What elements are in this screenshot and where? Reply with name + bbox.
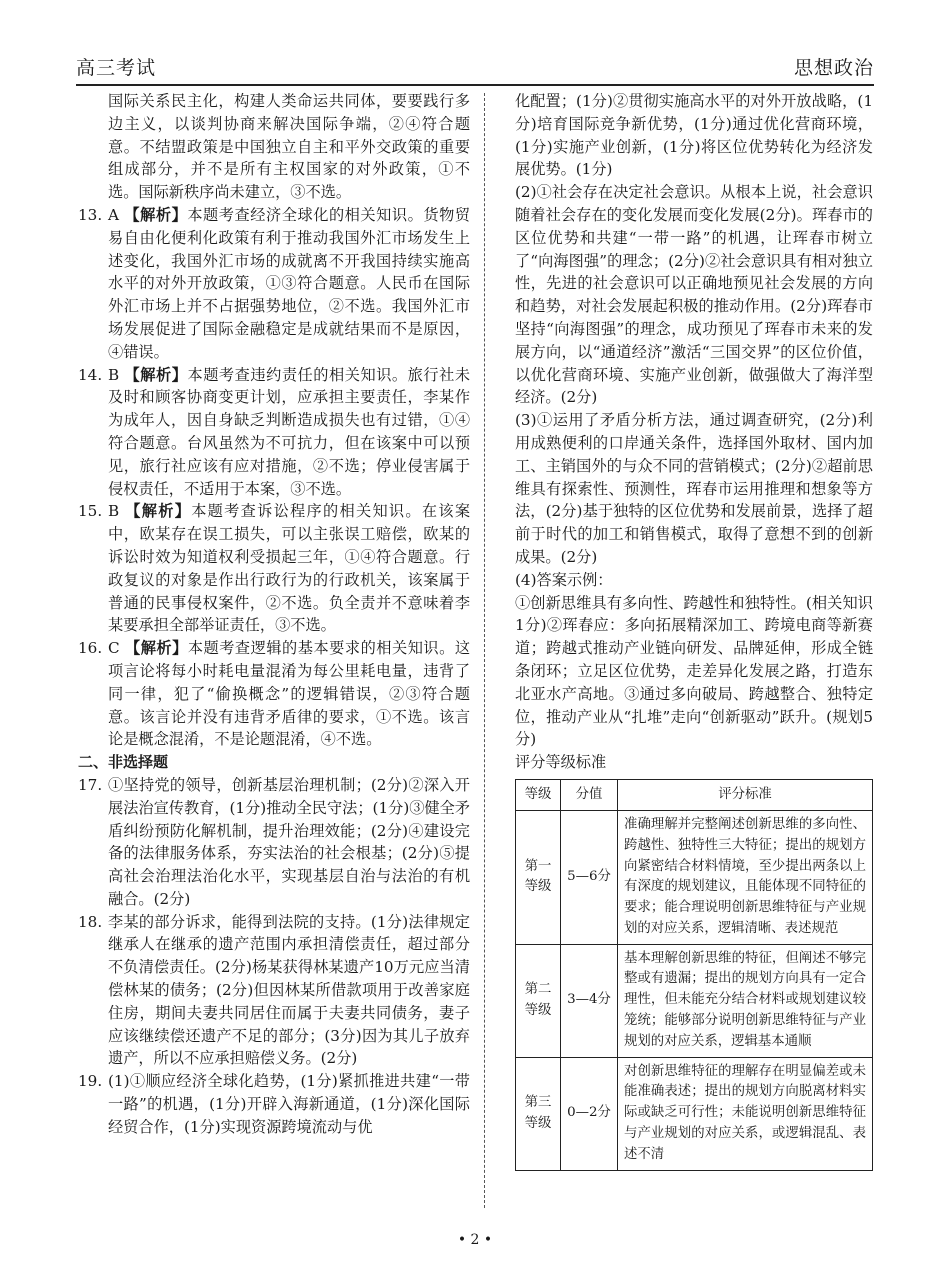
analysis-tag: 【解析】 [124,639,188,658]
header-criteria: 评分标准 [618,779,873,810]
answer-item-13 [78,204,470,364]
q19-continuation: 化配置；(1分)②贯彻实施高水平的对外开放战略，(1分)培育国际竞争新优势，(1分)通过优化营商环境，(1分)实施产业创新，(1分)将区位优势转化为经济发展优势。(1分) [515,92,873,179]
analysis-text: 本题考查逻辑的基本要求的相关知识。这项言论将每小时耗电量混淆为每公里耗电量，违背了同一律，犯了“偷换概念”的逻辑错误，②③符合题意。该言论并没有违背矛盾律的要求，①不选。该言论是概念混淆，不是论题混淆，④不选。 [108,639,471,749]
exam-title: 高三考试 [76,57,157,79]
answer-item-14 [78,364,470,501]
header-level: 等级 [516,779,561,810]
analysis-tag: 【解析】 [124,205,188,224]
table-row [516,810,873,944]
criteria-cell: 对创新思维特征的理解存在明显偏差或未能准确表述；提出的规划方向脱离材料实际或缺乏可行性；未能说明创新思维特征与产业规划的对应关系，或逻辑混乱、表述不清 [618,1057,873,1170]
score-cell: 3—4分 [561,944,618,1057]
table-row [516,1057,873,1170]
question-number: 17. [78,775,103,794]
left-column [78,90,470,1139]
question-number: 16. [78,639,103,658]
answer-item-17 [78,774,470,911]
subject-title: 思想政治 [793,57,874,79]
answer-text: 李某的部分诉求，能得到法院的支持。(1分)法律规定继承人在继承的遗产范围内承担清偿责任，超过部分不负清偿责任。(2分)杨某获得林某遗产10万元应当清偿林某的债务；(2分)但因林某所借款项用于改善家庭住房，期间夫妻共同居住而属于夫妻共同债务，妻子应该继续偿还遗产不足的部分；(3分)因为其儿子放弃遗产，所以不应承担赔偿义务。(2分) [108,912,470,1068]
question-number: 14. [78,365,103,384]
question-number: 13. [78,205,103,224]
answer-letter: C [108,639,120,658]
level-cell: 第一等级 [516,810,561,944]
question-number: 19. [78,1072,103,1091]
answer-item-16 [78,637,470,751]
answer-letter: B [108,365,120,384]
analysis-tag: 【解析】 [125,502,192,521]
answer-item-15 [78,500,470,637]
analysis-text: 本题考查经济全球化的相关知识。货物贸易自由化便利化政策有利于推动我国外汇市场发生上述变化，我国外汇市场的成就离不开我国持续实施高水平的对外开放政策，①③符合题意。人民币在国际外汇市场上并不占据强势地位，②不选。我国外汇市场发展促进了国际金融稳定是成就结果而不是原因，④错误。 [108,205,471,361]
analysis-tag: 【解析】 [124,365,188,384]
page-number: • 2 • [457,1232,493,1248]
level-cell: 第三等级 [516,1057,561,1170]
column-divider [484,93,485,1208]
analysis-text: 本题考查诉讼程序的相关知识。在该案中，欧某存在误工损失，可以主张误工赔偿，欧某的诉讼时效为知道权利受损起三年，①④符合题意。行政复议的对象是作出行政行为的行政机关，该案属于普通的民事侵权案件，②不选。负全责并不意味着李某要承担全部举证责任，③不选。 [108,502,471,635]
section-heading: 二、非选择题 [78,753,169,772]
answer-text: (1)①顺应经济全球化趋势，(1分)紧抓推进共建“一带一路”的机遇，(1分)开辟入海新通道，(1分)深化国际经贸合作，(1分)实现资源跨境流动与优 [108,1072,470,1136]
grading-table-title: 评分等级标准 [515,753,607,772]
q19-part-4-label: (4)答案示例： [515,570,613,589]
level-cell: 第二等级 [516,944,561,1057]
question-number: 18. [78,912,103,931]
header-score: 分值 [561,779,618,810]
answer-letter: A [108,205,119,224]
grading-table [515,779,873,1171]
answer-letter: B [108,502,120,521]
analysis-text: 本题考查违约责任的相关知识。旅行社未及时和顾客协商变更计划，应承担主要责任，李某作为成年人，因自身缺乏判断造成损失也有过错，①④符合题意。台风虽然为不可抗力，但在该案中可以预见，旅行社应该有应对措施，②不选；停业侵害属于侵权责任，不适用于本案，③不选。 [108,365,471,498]
page-header [76,54,874,86]
question-number: 15. [78,502,103,521]
answer-text: ①坚持党的领导，创新基层治理机制；(2分)②深入开展法治宣传教育，(1分)推动全民守法；(1分)③健全矛盾纠纷预防化解机制，提升治理效能；(2分)④建设完备的法律服务体系，夯实法治的社会根基；(2分)⑤提高社会治理法治化水平，实现基层自治与法治的有机融合。(2分) [108,775,470,908]
q19-part-4: ①创新思维具有多向性、跨越性和独特性。(相关知识1分)②珲春应：多向拓展精深加工、跨境电商等新赛道；跨越式推动产业链向研发、品牌延伸，形成全链条闭环；立足区位优势，走差异化发展之路，打造东北亚水产高地。③通过多向破局、跨越整合、独特定位，推动产业从“扎堆”走向“创新驱动”跃升。(规划5分) [515,593,873,749]
table-row [516,944,873,1057]
answer-item-18 [78,911,470,1071]
q12-continuation: 国际关系民主化，构建人类命运共同体，要要践行多边主义，以谈判协商来解决国际争端，②④符合题意。不结盟政策是中国独立自主和平外交政策的重要组成部分，并不是所有主权国家的对外政策，①不选。国际新秩序尚未建立，③不选。 [108,92,470,202]
table-header-row [516,779,873,810]
score-cell: 5—6分 [561,810,618,944]
score-cell: 0—2分 [561,1057,618,1170]
q19-part-3: (3)①运用了矛盾分析方法，通过调查研究，(2分)利用成熟便利的口岸通关条件，选择国外取材、国内加工、主销国外的与众不同的营销模式；(2分)②超前思维具有探索性、预测性，珲春市运用推理和想象等方法，(2分)基于独特的区位优势和发展前景，选择了超前于时代的加工和销售模式，取得了意想不到的创新成果。(2分) [515,411,873,566]
criteria-cell: 基本理解创新思维的特征，但阐述不够完整或有遗漏；提出的规划方向具有一定合理性，但未能充分结合材料或规划建议较笼统；能够部分说明创新思维特征与产业规划的对应关系，逻辑基本通顺 [618,944,873,1057]
q19-part-2: (2)①社会存在决定社会意识。从根本上说，社会意识随着社会存在的变化发展而变化发展(2分)。珲春市的区位优势和共建“一带一路”的机遇，让珲春市树立了“向海图强”的理念；(2分)②社会意识具有相对独立性，先进的社会意识可以正确地预见社会发展的方向和趋势，对社会发展起积极的推动作用。(2分)珲春市坚持“向海图强”的理念，成功预见了珲春市未来的发展方向，以“通道经济”激活“三国交界”的区位价值，以优化营商环境、实施产业创新，做强做大了海洋型经济。(2分) [515,183,873,407]
right-column [515,90,873,1171]
answer-item-19 [78,1070,470,1138]
criteria-cell: 准确理解并完整阐述创新思维的多向性、跨越性、独特性三大特征；提出的规划方向紧密结合材料情境，至少提出两条以上有深度的规划建议，且能体现不同特征的要求；能合理说明创新思维特征与产业规划的对应关系，逻辑清晰、表述规范 [618,810,873,944]
